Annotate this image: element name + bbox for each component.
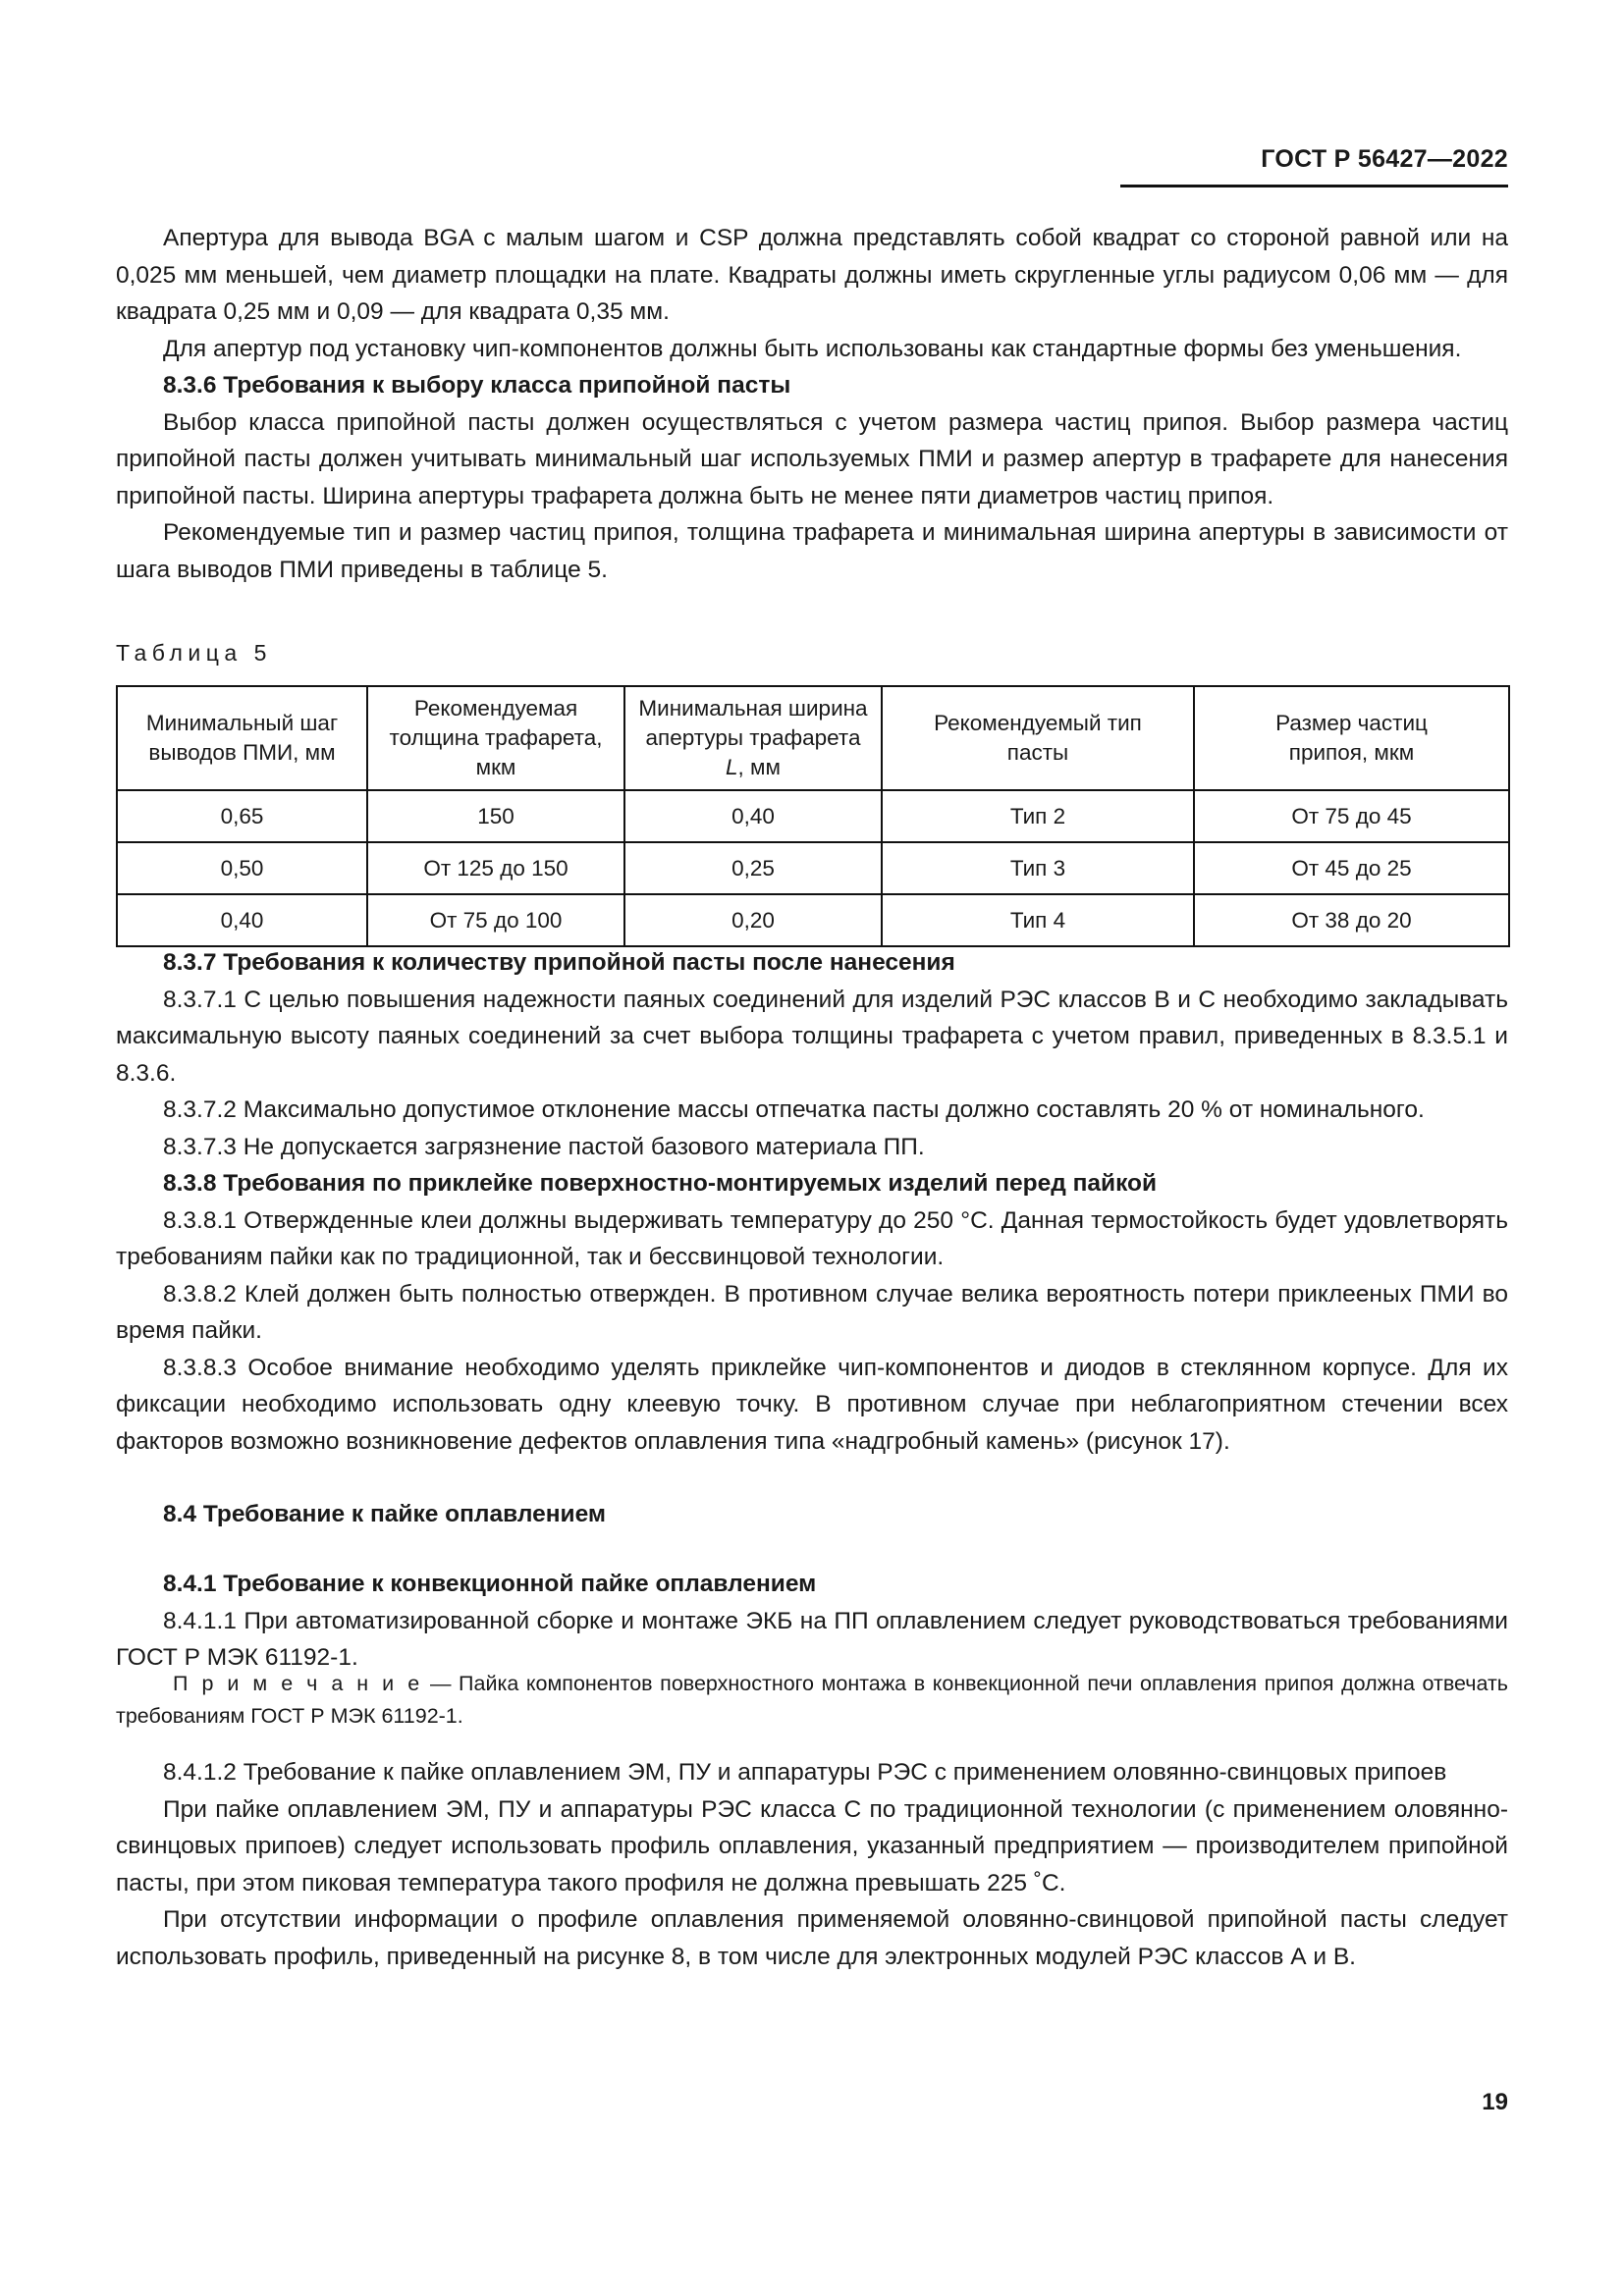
paragraph-8-3-8-3: 8.3.8.3 Особое внимание необходимо уделять приклейке чип-компонентов и диодов в стеклянном корпусе. Для их фиксации необходимо использовать одну клеевую точку. В противном случае при неблагоприятном стечении всех факторов возможно возникновение дефектов оплавления типа «надгробный камень» (рисунок 17). (116, 1354, 1508, 1455)
table-cell: Тип 2 (882, 790, 1194, 842)
paragraph-8-3-7-3: 8.3.7.3 Не допускается загрязнение пастой базового материала ПП. (163, 1133, 925, 1160)
paragraph-8-3-7-2: 8.3.7.2 Максимально допустимое отклонение массы отпечатка пасты должно составлять 20 % от номинального. (163, 1096, 1425, 1123)
heading-8-4-1: 8.4.1 Требование к конвекционной пайке оплавлением (163, 1571, 817, 1597)
table-cell: От 75 до 100 (367, 894, 624, 946)
paragraph-8-4-1-2: 8.4.1.2 Требование к пайке оплавлением ЭМ, ПУ и аппаратуры РЭС с применением оловянно-свинцовых припоев (163, 1759, 1447, 1786)
table-row (117, 894, 1509, 946)
table-cell: От 75 до 45 (1194, 790, 1509, 842)
header-line: мкм (475, 755, 516, 779)
page-number: 19 (1482, 2089, 1508, 2115)
note-label: П р и м е ч а н и е (173, 1672, 423, 1695)
header-line: припоя, мкм (1288, 740, 1415, 765)
header-line: апертуры трафарета (645, 725, 861, 750)
paragraph-8-3-8-1: 8.3.8.1 Отвержденные клеи должны выдерживать температуру до 250 °C. Данная термостойкость будет удовлетворять требованиям пайки как по традиционной, так и бессвинцовой технологии. (116, 1206, 1508, 1270)
table-cell: Тип 3 (882, 842, 1194, 894)
table-cell: 0,40 (624, 790, 882, 842)
table-solder-paste-parameters (116, 685, 1510, 947)
table-cell: 0,25 (624, 842, 882, 894)
note-block (116, 1668, 1508, 1733)
paragraph-8-3-7-1: 8.3.7.1 С целью повышения надежности паяных соединений для изделий РЭС классов В и С необходимо закладывать максимальную высоту паяных соединений за счет выбора толщины трафарета с учетом правил, приведенных в 8.3.5.1 и 8.3.6. (116, 986, 1508, 1087)
table-cell: 0,50 (117, 842, 367, 894)
table-cell: От 45 до 25 (1194, 842, 1509, 894)
table-cell: 150 (367, 790, 624, 842)
heading-8-4: 8.4 Требование к пайке оплавлением (163, 1501, 607, 1527)
document-standard-code: ГОСТ Р 56427—2022 (1261, 145, 1508, 173)
table-header-min-aperture-width (624, 686, 882, 790)
table-row (117, 790, 1509, 842)
table-header-row-group (117, 686, 1509, 790)
table-caption-5: Таблица 5 (116, 640, 272, 666)
section-8-4-1-block (116, 1566, 1508, 1677)
note-paragraph (116, 1668, 1508, 1733)
section-8-3-7-block (116, 944, 1508, 1460)
table-cell: От 38 до 20 (1194, 894, 1509, 946)
paragraph-8-3-8-2: 8.3.8.2 Клей должен быть полностью отвержден. В противном случае велика вероятность потери приклееных ПМИ во время пайки. (116, 1280, 1508, 1344)
heading-8-3-6: 8.3.6 Требования к выбору класса припойной пасты (163, 372, 791, 399)
table-body (117, 790, 1509, 946)
header-line: Рекомендуемая (413, 696, 578, 721)
table-header-min-pitch (117, 686, 367, 790)
paragraph-aperture-bga: Апертура для вывода BGA с малым шагом и CSP должна представлять собой квадрат со стороной равной или на 0,025 мм меньшей, чем диаметр площадки на плате. Квадраты должны иметь скругленные углы радиусом 0,06 мм — для квадрата 0,25 мм и 0,09 — для квадрата 0,35 мм. (116, 225, 1508, 325)
header-divider-rule (1120, 185, 1508, 187)
paragraph-solder-paste-class: Выбор класса припойной пасты должен осуществляться с учетом размера частиц припоя. Выбор размера частиц припойной пасты должен учитывать минимальный шаг используемых ПМИ и размер апертур в трафарете для нанесения припойной пасты. Ширина апертуры трафарета должна быть не менее пяти диаметров частиц припоя. (116, 408, 1508, 509)
table-row (117, 842, 1509, 894)
table-cell: 0,65 (117, 790, 367, 842)
section-8-4-block (116, 1496, 1508, 1533)
heading-8-3-7: 8.3.7 Требования к количеству припойной пасты после нанесения (163, 949, 955, 976)
section-intro-block (116, 220, 1508, 588)
paragraph-8-4-1-1: 8.4.1.1 При автоматизированной сборке и монтаже ЭКБ на ПП оплавлением следует руководствоваться требованиями ГОСТ Р МЭК 61192-1. (116, 1607, 1508, 1671)
table-cell: От 125 до 150 (367, 842, 624, 894)
table-header-stencil-thickness (367, 686, 624, 790)
table-header-particle-size (1194, 686, 1509, 790)
heading-8-3-8: 8.3.8 Требования по приклейке поверхностно-монтируемых изделий перед пайкой (163, 1170, 1158, 1197)
header-line: , мм (737, 755, 781, 779)
header-line: Рекомендуемый тип (934, 711, 1142, 735)
paragraph-chip-apertures: Для апертур под установку чип-компонентов должны быть использованы как стандартные формы без уменьшения. (163, 335, 1462, 362)
table-header-row (117, 686, 1509, 790)
header-line: выводов ПМИ, мм (148, 740, 336, 765)
note-text: — Пайка компонентов поверхностного монтажа в конвекционной печи оплавления припоя должна отвечать требованиям ГОСТ Р МЭК 61192-1. (116, 1672, 1509, 1728)
header-line: Минимальная ширина (638, 696, 868, 721)
table-cell: Тип 4 (882, 894, 1194, 946)
header-line: Размер частиц (1275, 711, 1428, 735)
section-final-block (116, 1754, 1508, 1975)
table-cell: 0,40 (117, 894, 367, 946)
table-cell: 0,20 (624, 894, 882, 946)
header-line: Минимальный шаг (145, 711, 339, 735)
paragraph-no-profile-info: При отсутствии информации о профиле оплавления применяемой оловянно-свинцовой припойной пасты следует использовать профиль, приведенный на рисунке 8, в том числе для электронных модулей РЭС классов А и В. (116, 1906, 1508, 1970)
symbol-L: L (726, 755, 738, 779)
paragraph-reflow-profile-class-c: При пайке оплавлением ЭМ, ПУ и аппаратуры РЭС класса С по традиционной технологии (с применением оловянно-свинцовых припоев) следует использовать профиль оплавления, указанный предприятием — производителем припойной пасты, при этом пиковая температура такого профиля не должна превышать 225 ˚С. (116, 1795, 1508, 1896)
paragraph-table5-reference: Рекомендуемые тип и размер частиц припоя, толщина трафарета и минимальная ширина апертуры в зависимости от шага выводов ПМИ приведены в таблице 5. (116, 519, 1508, 583)
header-line: толщина трафарета, (389, 725, 603, 750)
header-line: пасты (1006, 740, 1069, 765)
table-header-recommended-paste-type (882, 686, 1194, 790)
